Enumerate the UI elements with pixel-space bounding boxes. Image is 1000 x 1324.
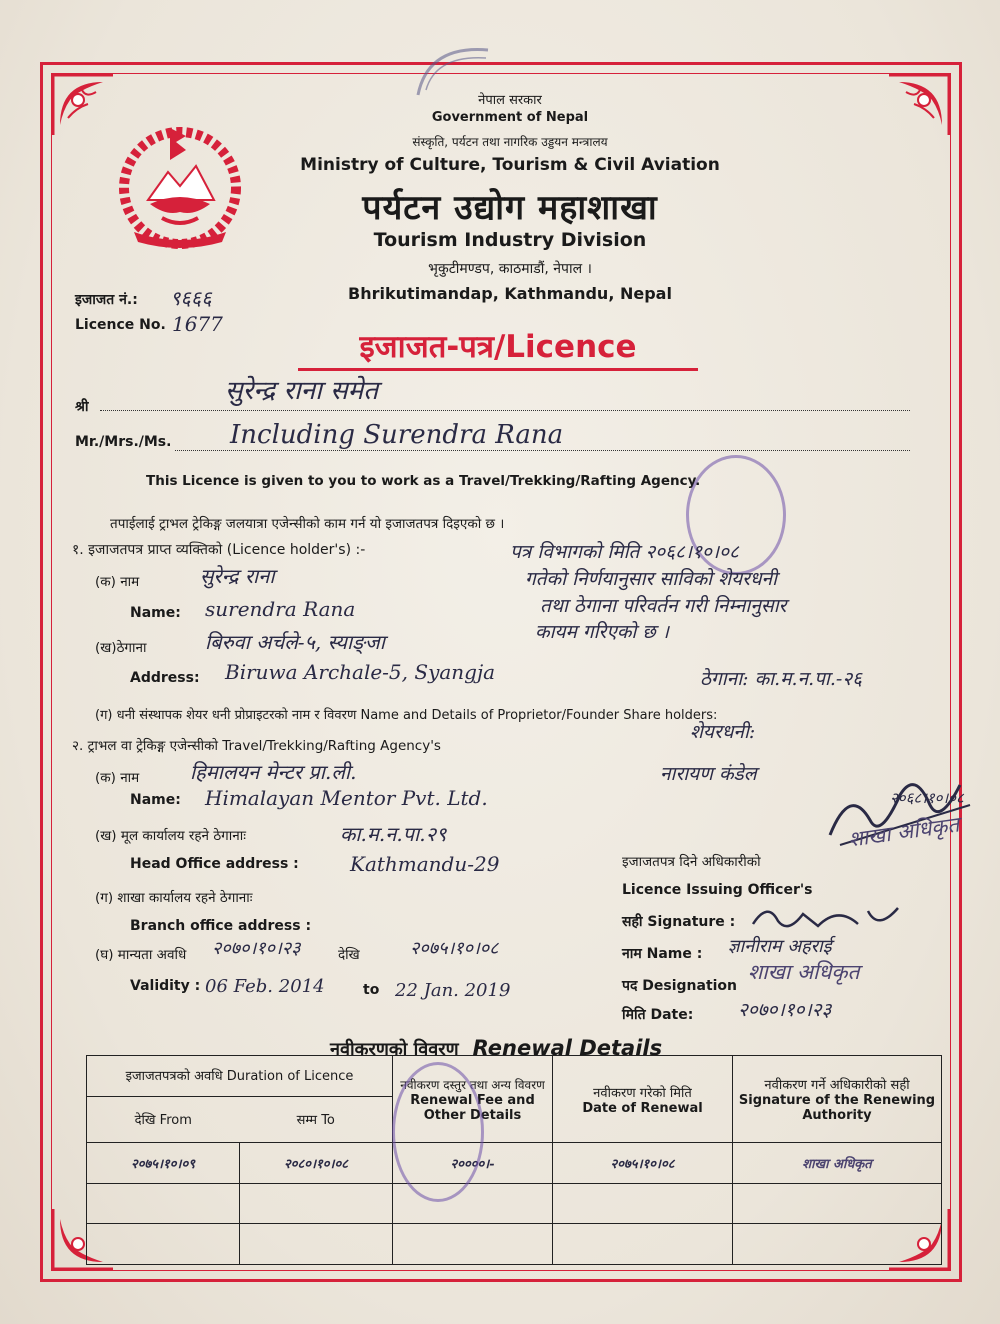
shri-label: श्री	[75, 399, 89, 415]
renewal-from: २०७५।१०।०९	[87, 1143, 240, 1184]
ho-en-label: Head Office address :	[130, 856, 299, 872]
renewal-date: २०७५।१०।०८	[553, 1143, 733, 1184]
branch-en-label: Branch office address :	[130, 918, 312, 934]
corner-ornament-icon	[48, 70, 118, 140]
empty-cell	[393, 1224, 553, 1265]
renewal-sig-label-en: Signature of the Renewing Authority	[738, 1093, 936, 1124]
agency-name-en-value: Himalayan Mentor Pvt. Ltd.	[205, 786, 488, 810]
officer-designation-value: शाखा अधिकृत	[748, 960, 860, 984]
holder-address-en-label: Address:	[130, 670, 200, 686]
dotted-line	[100, 410, 910, 411]
validity-ne-from: २०७०।१०।२३	[212, 938, 301, 959]
signature-stamp-text: शाखा अधिकृत	[846, 812, 961, 852]
holder-address-en-value: Biruwa Archale-5, Syangja	[225, 660, 496, 684]
agency-name-ne-value: हिमालयन मेन्टर प्रा.ली.	[190, 760, 357, 784]
gov-name-ne: नेपाल सरकार	[478, 93, 542, 108]
side-note-line3: तथा ठेगाना परिवर्तन गरी निम्नानुसार	[540, 595, 787, 617]
empty-cell	[240, 1224, 393, 1265]
agency-name-en-label: Name:	[130, 792, 181, 808]
validity-en-mid: to	[363, 982, 380, 998]
holder-name-en-value: surendra Rana	[205, 597, 356, 621]
validity-en-label: Validity :	[130, 978, 201, 994]
renewal-date-label-en: Date of Renewal	[582, 1100, 703, 1116]
renewal-sig-label-ne: नवीकरण गर्ने अधिकारीको सही	[764, 1078, 910, 1094]
renewal-sig: शाखा अधिकृत	[733, 1143, 942, 1184]
dotted-line	[175, 450, 910, 451]
empty-cell	[553, 1224, 733, 1265]
holder-address-ne-value: बिरुवा अर्चले-५, स्याङ्जा	[205, 630, 385, 654]
shri-value: सुरेन्द्र राना समेत	[225, 376, 379, 406]
section2-heading: २. ट्राभल वा ट्रेकिङ्ग एजेन्सीको Travel/Trekking/Rafting Agency's	[72, 738, 441, 754]
address-ne: भृकुटीमण्डप, काठमाडौं, नेपाल ।	[428, 261, 592, 277]
gov-name-en: Government of Nepal	[431, 110, 589, 125]
renewal-row	[87, 1143, 942, 1184]
holder-name-ne-value: सुरेन्द्र राना	[200, 564, 275, 588]
division-name-en: Tourism Industry Division	[373, 229, 647, 251]
empty-cell	[733, 1224, 942, 1265]
to-label: सम्म To	[296, 1113, 335, 1129]
side-note-line5: ठेगाना: का.म.न.पा.-२६	[700, 668, 863, 690]
side-note-line6: शेयरधनी:	[690, 721, 756, 743]
ho-en-value: Kathmandu-29	[350, 852, 500, 876]
agency-name-ne-label: (क) नाम	[95, 770, 140, 786]
officer-date-label: मिति Date:	[622, 1007, 694, 1023]
ministry-name-ne: संस्कृति, पर्यटन तथा नागरिक उड्डयन मन्त्रालय	[412, 135, 608, 149]
owner-details-label: (ग) धनी संस्थापक शेयर धनी प्रोप्राइटरको नाम र विवरण Name and Details of Proprietor/Founder Share holders:	[95, 708, 718, 723]
side-note-line2: गतेको निर्णयानुसार साविको शेयरधनी	[525, 568, 778, 590]
validity-en-to: 22 Jan. 2019	[395, 980, 511, 1001]
renewal-seal-stamp	[392, 1062, 484, 1202]
validity-en-from: 06 Feb. 2014	[205, 976, 325, 997]
ministry-name-en: Ministry of Culture, Tourism & Civil Aviation	[300, 155, 720, 175]
officer-name-value: ज्ञानीराम अहराई	[728, 936, 832, 957]
address-en: Bhrikutimandap, Kathmandu, Nepal	[348, 284, 672, 303]
holder-address-ne-label: (ख)ठेगाना	[95, 640, 147, 656]
validity-ne-mid: देखि	[338, 947, 360, 963]
officer-signature-label: सही Signature :	[622, 914, 736, 930]
licence-title: इजाजत-पत्र/Licence	[298, 325, 698, 371]
division-name-ne: पर्यटन उद्योग महाशाखा	[362, 188, 658, 228]
renewal-title-ne: नवीकरणको विवरण	[330, 1039, 459, 1060]
holder-name-ne-label: (क) नाम	[95, 574, 140, 590]
empty-cell	[87, 1224, 240, 1265]
mr-label: Mr./Mrs./Ms.	[75, 434, 172, 450]
empty-cell	[553, 1183, 733, 1224]
officer-heading-ne: इजाजतपत्र दिने अधिकारीको	[622, 854, 761, 870]
validity-ne-label: (घ) मान्यता अवधि	[95, 947, 187, 963]
renewal-date-header	[553, 1056, 733, 1143]
section1-heading: १. इजाजतपत्र प्राप्त व्यक्तिको (Licence holder's) :-	[72, 542, 366, 558]
renewal-fee: २००००।-	[393, 1143, 553, 1184]
fee-label-ne: नवीकरण दस्तुर तथा अन्य विवरण	[400, 1077, 545, 1092]
corner-ornament-icon	[884, 70, 954, 140]
permit-label-en: Licence No.	[75, 317, 166, 333]
duration-label: इजाजतपत्रको अवधि Duration of Licence	[87, 1057, 392, 1097]
officer-heading-en: Licence Issuing Officer's	[622, 882, 813, 898]
from-label: देखि From	[134, 1113, 192, 1129]
permit-number-en: 1677	[172, 312, 223, 336]
renewal-row	[87, 1224, 942, 1265]
empty-cell	[733, 1183, 942, 1224]
nepal-emblem-icon	[110, 120, 250, 255]
signature-date: २०६८।१०।०८	[890, 789, 964, 807]
branch-ne-label: (ग) शाखा कार्यालय रहने ठेगानाः	[95, 890, 253, 906]
officer-date-value: २०७०।१०।२३	[738, 999, 832, 1021]
renewal-table	[86, 1055, 942, 1265]
side-note-line4: कायम गरिएको छ ।	[535, 621, 669, 643]
renewal-to: २०८०।१०।०८	[240, 1143, 393, 1184]
permit-number-ne: ९६६६	[170, 286, 212, 310]
renewal-date-label-ne: नवीकरण गरेको मिति	[593, 1085, 692, 1101]
permit-label-ne: इजाजत नं.:	[75, 292, 138, 308]
side-note-line1: पत्र विभागको मिति २०६८।१०।०८	[510, 541, 739, 563]
renewal-title-en: Renewal Details	[472, 1036, 663, 1060]
renewal-header-row	[87, 1056, 942, 1143]
fee-label-en: Renewal Fee and Other Details	[410, 1092, 535, 1123]
statement-ne: तपाईलाई ट्राभल ट्रेकिङ्ग जलयात्रा एजेन्सीको काम गर्न यो इजाजतपत्र दिइएको छ ।	[110, 516, 505, 532]
ho-ne-value: का.म.न.पा.२९	[340, 822, 447, 846]
statement-en: This Licence is given to you to work as a Travel/Trekking/Rafting Agency.	[146, 473, 701, 489]
officer-signature-icon	[748, 896, 918, 936]
officer-designation-label: पद Designation	[622, 978, 738, 994]
holder-name-en-label: Name:	[130, 605, 181, 621]
side-note-line7: नारायण कंडेल	[660, 763, 757, 785]
officer-name-label: नाम Name :	[622, 946, 703, 962]
renewal-sig-header	[733, 1056, 942, 1143]
empty-cell	[87, 1183, 240, 1224]
renewal-row	[87, 1183, 942, 1224]
ho-ne-label: (ख) मूल कार्यालय रहने ठेगानाः	[95, 828, 246, 844]
validity-ne-to: २०७५।१०।०८	[410, 938, 499, 959]
empty-cell	[240, 1183, 393, 1224]
mr-value: Including Surendra Rana	[230, 420, 564, 450]
duration-header	[87, 1056, 393, 1143]
